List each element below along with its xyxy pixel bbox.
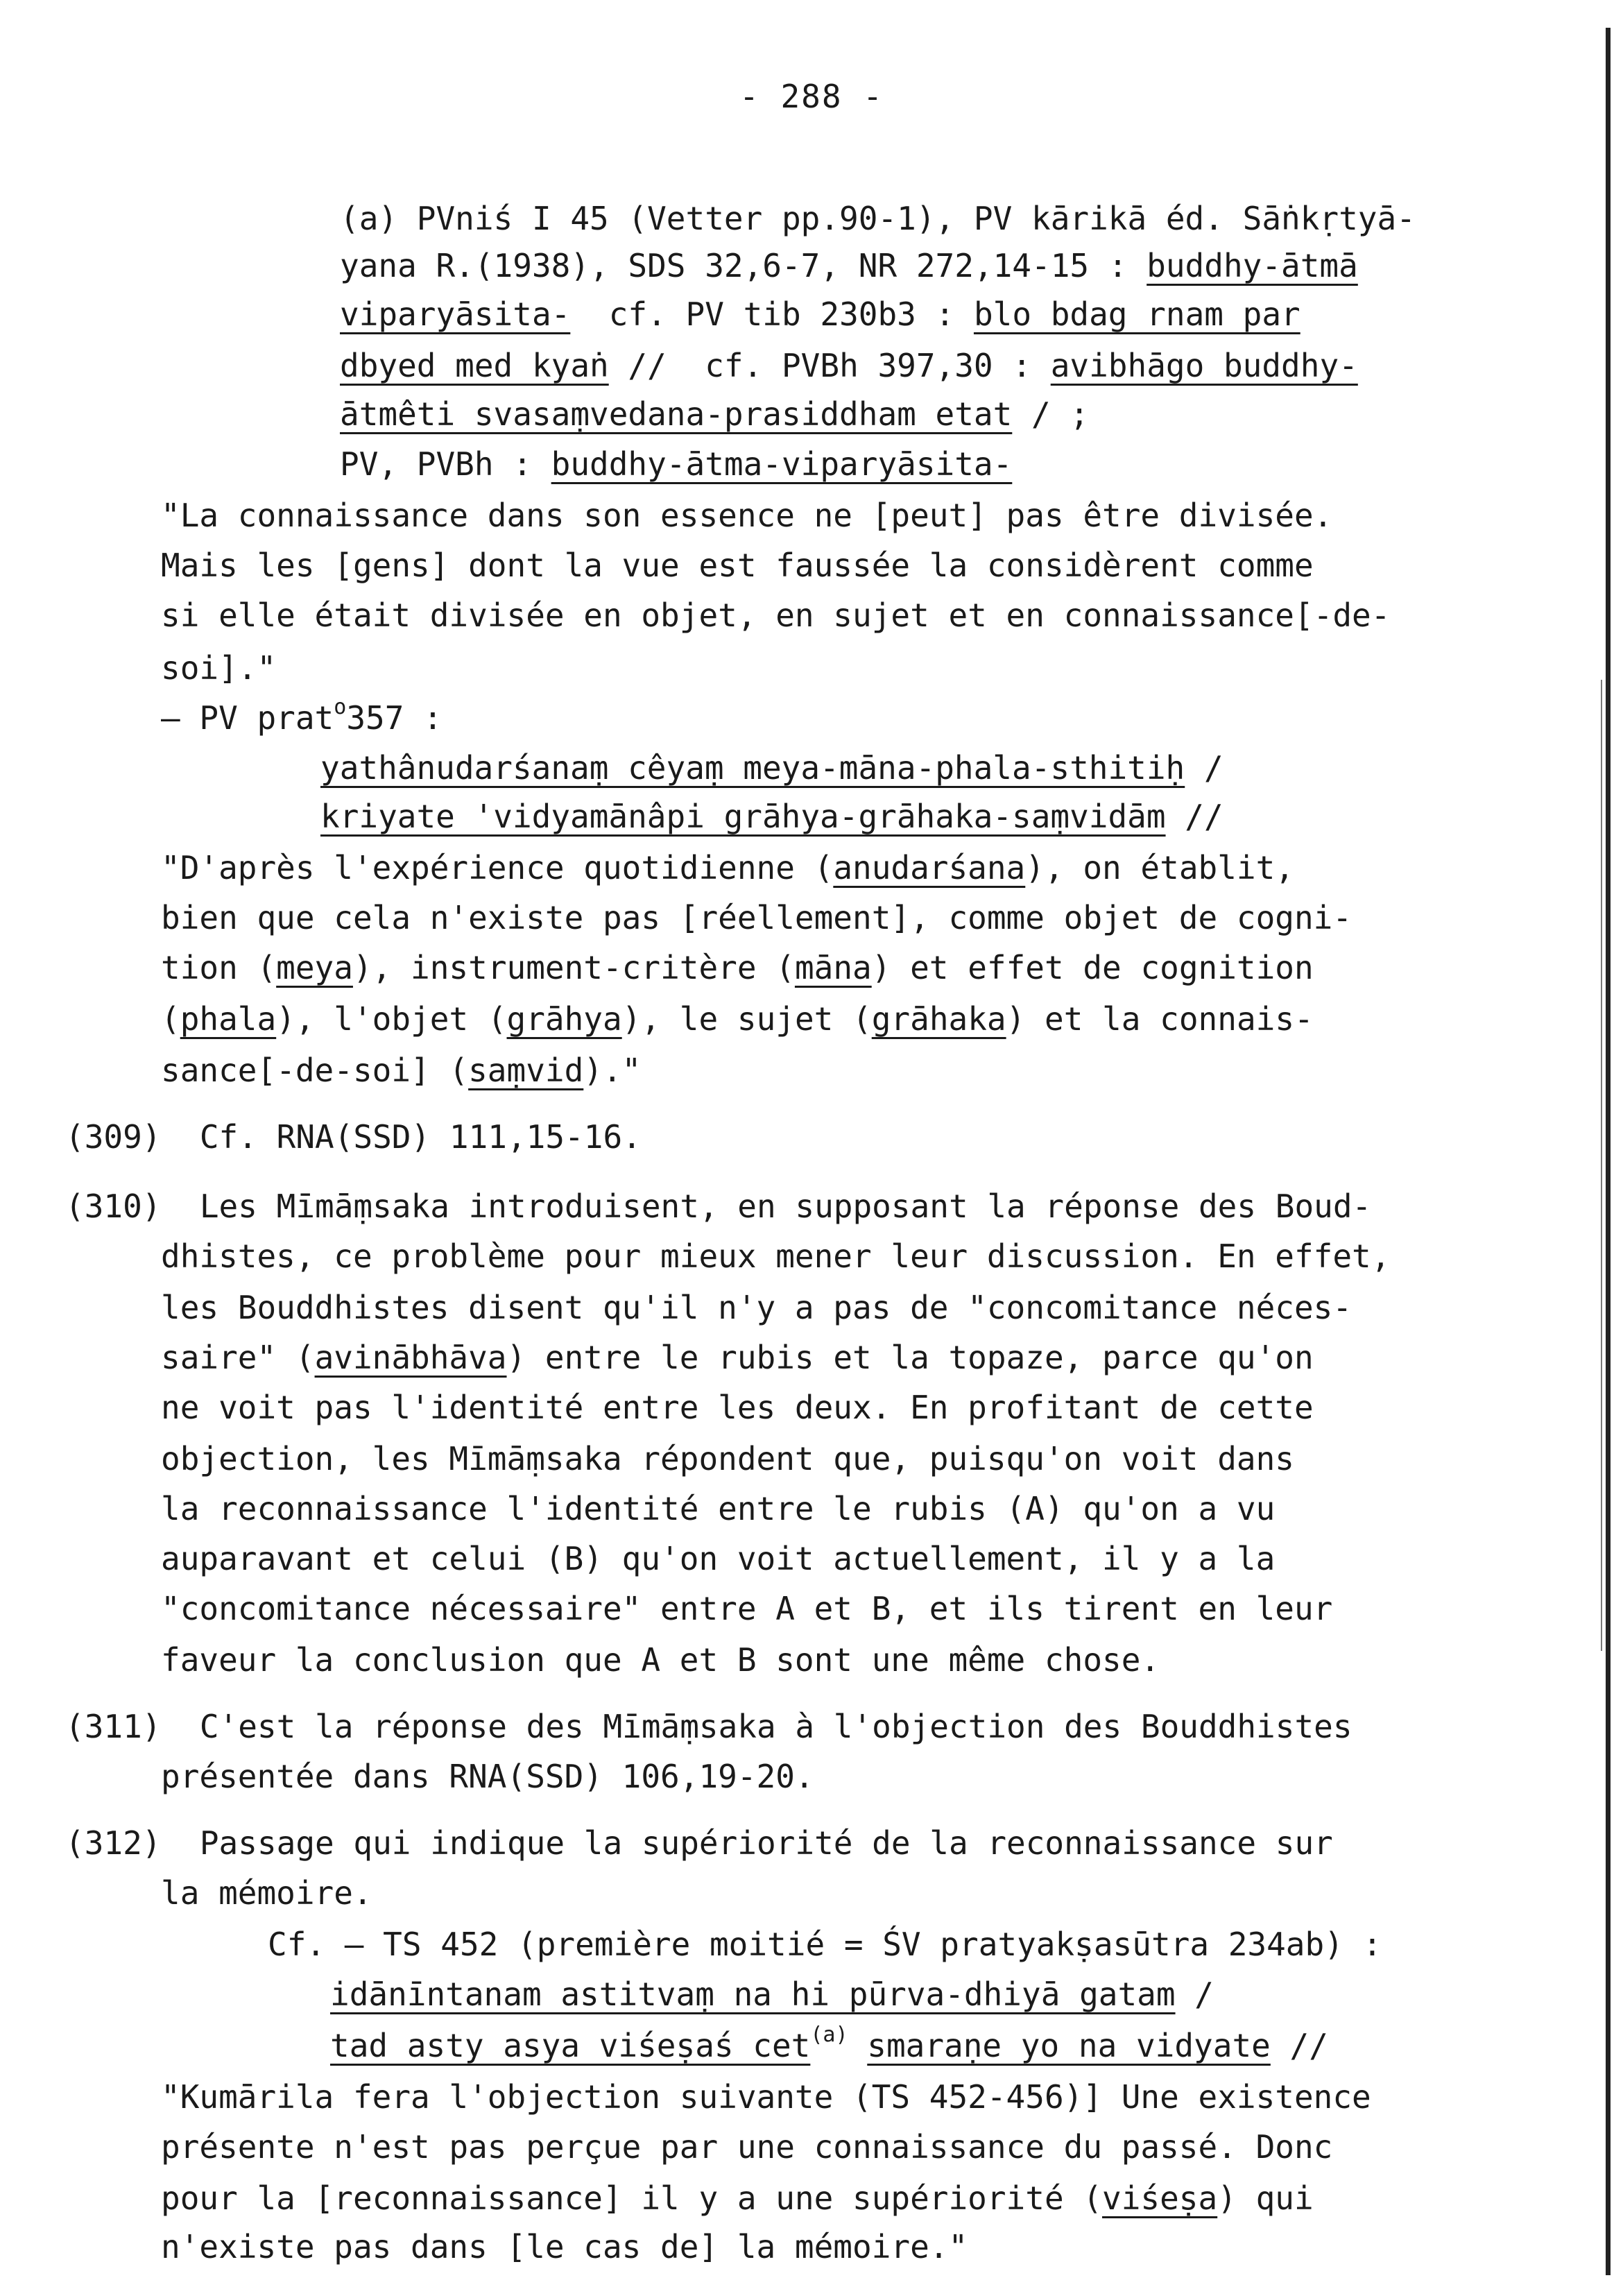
verse-b-line: [330, 1976, 1214, 2013]
block-a-line: [340, 347, 1358, 384]
trans-b-line: [161, 949, 1314, 986]
underlined-term: buddhy-ātma-viparyāsita-: [551, 445, 1013, 483]
text-run: n'existe pas dans [le cas de] la mémoire.": [161, 2228, 968, 2265]
text-run: Cf. – TS 452 (première moitié = ŚV pratyakṣasūtra 234ab) :: [268, 1926, 1382, 1963]
scan-edge-shadow: [1601, 680, 1602, 1651]
trans-c-line: [161, 2228, 968, 2265]
text-run: Mais les [gens] dont la vue est faussée la considèrent comme: [161, 547, 1314, 584]
text-run: la reconnaissance l'identité entre le rubis (A) qu'on a vu: [161, 1490, 1276, 1527]
note-309-line: [65, 1118, 642, 1156]
text-run: ) entre le rubis et la topaze, parce qu'on: [506, 1339, 1314, 1376]
text-run: cf. PV tib 230b3 :: [570, 295, 974, 333]
note-310-line: [161, 1440, 1294, 1477]
text-run: dhistes, ce problème pour mieux mener leur discussion. En effet,: [161, 1237, 1391, 1275]
text-run: objection, les Mīmāṃsaka répondent que, puisqu'on voit dans: [161, 1440, 1294, 1477]
trans-a-line: [161, 597, 1391, 634]
text-run: pour la [reconnaissance] il y a une supériorité (: [161, 2179, 1103, 2217]
underlined-term: yathânudarśanaṃ cêyaṃ meya-māna-phala-sthitiḥ: [320, 749, 1185, 787]
pv-prat-line: [161, 695, 443, 737]
underlined-term: grāhya: [506, 1000, 622, 1038]
underlined-term: phala: [180, 1000, 277, 1038]
page-number: - 288 -: [739, 78, 884, 115]
trans-c-line: [161, 2078, 1371, 2116]
text-run: ) et effet de cognition: [871, 949, 1314, 986]
trans-c-line: [161, 2179, 1314, 2217]
text-run: "D'après l'expérience quotidienne (: [161, 849, 834, 886]
underlined-term: dbyed med kyaṅ: [340, 347, 609, 384]
text-run: "La connaissance dans son essence ne [peut] pas être divisée.: [161, 497, 1333, 534]
underlined-term: anudarśana: [833, 849, 1026, 886]
text-run: /: [1185, 749, 1223, 787]
underlined-term: grāhaka: [871, 1000, 1006, 1038]
note-311-line: [161, 1758, 814, 1795]
text-run: si elle était divisée en objet, en sujet et en connaissance[-de-: [161, 597, 1391, 634]
underlined-term: buddhy-ātmā: [1147, 247, 1358, 284]
text-run: présentée dans RNA(SSD) 106,19-20.: [161, 1758, 814, 1795]
text-run: saire" (: [161, 1339, 315, 1376]
superscript: (a): [810, 2023, 848, 2047]
text-run: (310) Les Mīmāṃsaka introduisent, en supposant la réponse des Boud-: [65, 1188, 1372, 1225]
text-run: ), instrument-critère (: [352, 949, 795, 986]
text-run: //: [1165, 798, 1223, 835]
text-run: "Kumārila fera l'objection suivante (TS 452-456)] Une existence: [161, 2078, 1371, 2116]
text-run: /: [1175, 1976, 1214, 2013]
block-a-line: [340, 200, 1416, 237]
text-run: ne voit pas l'identité entre les deux. En profitant de cette: [161, 1389, 1314, 1426]
note-310-line: [161, 1490, 1276, 1527]
text-run: yana R.(1938), SDS 32,6-7, NR 272,14-15 :: [340, 247, 1147, 284]
text-run: auparavant et celui (B) qu'on voit actuellement, il y a la: [161, 1540, 1276, 1577]
text-run: les Bouddhistes disent qu'il n'y a pas de "concomitance néces-: [161, 1289, 1352, 1326]
block-a-line: [340, 247, 1358, 284]
text-run: // cf. PVBh 397,30 :: [608, 347, 1051, 384]
note-310-line: [161, 1641, 1160, 1679]
text-run: (311) C'est la réponse des Mīmāṃsaka à l'objection des Bouddhistes: [65, 1708, 1352, 1745]
note-311-line: [65, 1708, 1352, 1745]
text-run: soi].": [161, 649, 277, 687]
trans-a-line: [161, 497, 1333, 534]
underlined-term: tad asty asya viśeṣaś cet: [330, 2027, 811, 2064]
text-run: 357 :: [346, 699, 443, 737]
block-a-line: [340, 395, 1090, 433]
trans-b-line: [161, 899, 1352, 936]
verse-a-line: [320, 798, 1223, 835]
superscript: o: [334, 695, 347, 719]
note-310-line: [161, 1339, 1314, 1376]
text-run: présente n'est pas perçue par une connaissance du passé. Donc: [161, 2128, 1333, 2166]
text-run: ) qui: [1217, 2179, 1314, 2217]
trans-c-line: [161, 2128, 1333, 2166]
text-run: sance[-de-soi] (: [161, 1052, 469, 1089]
cf-ts-line: [268, 1926, 1382, 1963]
text-run: PV, PVBh :: [340, 445, 551, 483]
underlined-term: viśeṣa: [1102, 2179, 1218, 2217]
text-run: ).": [583, 1052, 642, 1089]
text-run: ), l'objet (: [276, 1000, 507, 1038]
scan-edge-line: [1606, 28, 1611, 2275]
trans-b-line: [161, 1052, 642, 1089]
note-312-line: [161, 1874, 372, 1912]
text-run: bien que cela n'existe pas [réellement], comme objet de cogni-: [161, 899, 1352, 936]
text-run: ), on établit,: [1025, 849, 1294, 886]
text-run: – PV prat: [161, 699, 334, 737]
text-run: (: [161, 1000, 180, 1038]
underlined-term: blo bdag rnam par: [973, 295, 1300, 333]
underlined-term: viparyāsita-: [340, 295, 571, 333]
text-run: //: [1270, 2027, 1328, 2064]
text-run: la mémoire.: [161, 1874, 372, 1912]
text-run: ) et la connais-: [1006, 1000, 1314, 1038]
verse-b-line: [330, 2023, 1328, 2064]
text-run: (312) Passage qui indique la supériorité de la reconnaissance sur: [65, 1824, 1333, 1862]
underlined-term: māna: [794, 949, 872, 986]
text-run: / ;: [1012, 395, 1090, 433]
block-a-line: [340, 295, 1300, 333]
underlined-term: smaraṇe yo na vidyate: [867, 2027, 1271, 2064]
note-310-line: [65, 1188, 1372, 1225]
trans-a-line: [161, 547, 1314, 584]
note-310-line: [161, 1540, 1276, 1577]
text-run: (a) PVniś I 45 (Vetter pp.90-1), PV kārikā éd. Sāṅkṛtyā-: [340, 200, 1416, 237]
note-310-line: [161, 1389, 1314, 1426]
underlined-term: ātmêti svasaṃvedana-prasiddham etat: [340, 395, 1013, 433]
underlined-term: kriyate 'vidyamānâpi grāhya-grāhaka-saṃvidām: [320, 798, 1166, 835]
text-run: (309) Cf. RNA(SSD) 111,15-16.: [65, 1118, 642, 1156]
underlined-term: avibhāgo buddhy-: [1050, 347, 1358, 384]
note-310-line: [161, 1237, 1391, 1275]
trans-b-line: [161, 1000, 1314, 1038]
note-310-line: [161, 1289, 1352, 1326]
text-run: "concomitance nécessaire" entre A et B, et ils tirent en leur: [161, 1590, 1333, 1627]
block-a-line: [340, 445, 1013, 483]
note-312-line: [65, 1824, 1333, 1862]
underlined-term: avinābhāva: [314, 1339, 507, 1376]
text-run: tion (: [161, 949, 277, 986]
underlined-term: meya: [276, 949, 353, 986]
underlined-term: idānīntanam astitvaṃ na hi pūrva-dhiyā gatam: [330, 1976, 1176, 2013]
trans-a-line: [161, 649, 277, 687]
text-run: ), le sujet (: [621, 1000, 872, 1038]
verse-a-line: [320, 749, 1223, 787]
text-run: [848, 2027, 868, 2064]
text-run: faveur la conclusion que A et B sont une même chose.: [161, 1641, 1160, 1679]
trans-b-line: [161, 849, 1294, 886]
note-310-line: [161, 1590, 1333, 1627]
underlined-term: saṃvid: [468, 1052, 584, 1089]
